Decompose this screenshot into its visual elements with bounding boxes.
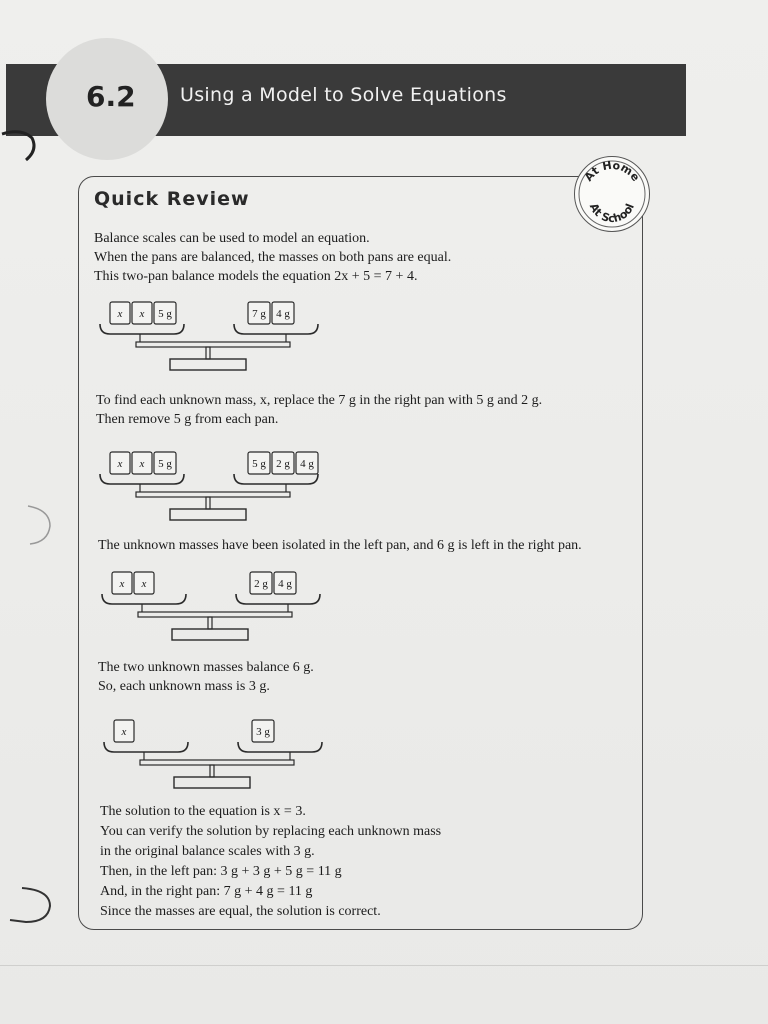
conclusion-line: You can verify the solution by replacing each unknown mass (100, 824, 442, 839)
conclusion-line: And, in the right pan: 7 g + 4 g = 11 g (100, 884, 313, 899)
left-pan (104, 742, 188, 752)
step1-line: Then remove 5 g from each pan. (96, 412, 279, 427)
quick-review-heading: Quick Review (94, 188, 250, 210)
svg-text:x: x (141, 578, 147, 590)
scale-stand (206, 497, 210, 509)
badge-logo-icon (575, 157, 649, 231)
svg-text:2 g: 2 g (254, 578, 268, 590)
right-mass-block (296, 452, 318, 474)
left-mass-block (112, 572, 132, 594)
scale-base (172, 629, 248, 640)
left-mass-block (132, 302, 152, 324)
svg-text:x: x (117, 308, 123, 320)
svg-text:x: x (121, 726, 127, 738)
binder-hole-mark (0, 120, 50, 170)
svg-text:x: x (139, 458, 145, 470)
left-mass-block (154, 302, 176, 324)
page-bottom-rule (0, 965, 768, 966)
svg-text:4 g: 4 g (276, 308, 290, 320)
section-title: Using a Model to Solve Equations (180, 84, 507, 106)
intro-line: When the pans are balanced, the masses on both pans are equal. (94, 250, 452, 265)
balance-scale-1 (96, 296, 326, 374)
step3-line: The two unknown masses balance 6 g. (98, 660, 314, 675)
scale-stand (206, 347, 210, 359)
binder-hole-mark (6, 880, 56, 930)
svg-text:x: x (139, 308, 145, 320)
conclusion-line: Since the masses are equal, the solution is correct. (100, 904, 381, 919)
binder-hole-mark (20, 500, 60, 550)
svg-text:4 g: 4 g (300, 458, 314, 470)
scale-base (174, 777, 250, 788)
right-mass-block (272, 302, 294, 324)
left-pan (100, 474, 184, 484)
svg-text:3 g: 3 g (256, 726, 270, 738)
scale-stand (208, 617, 212, 629)
scale-base (170, 509, 246, 520)
svg-text:At Home: At Home (581, 158, 643, 184)
right-mass-block (248, 302, 270, 324)
scale-stand (210, 765, 214, 777)
right-pan (238, 742, 322, 752)
conclusion-line: in the original balance scales with 3 g. (100, 844, 315, 859)
svg-text:x: x (119, 578, 125, 590)
left-mass-block (110, 452, 130, 474)
left-mass-block (134, 572, 154, 594)
conclusion-line: Then, in the left pan: 3 g + 3 g + 5 g = 11 g (100, 864, 342, 879)
left-pan (100, 324, 184, 334)
right-mass-block (250, 572, 272, 594)
svg-text:5 g: 5 g (158, 458, 172, 470)
svg-text:5 g: 5 g (252, 458, 266, 470)
scale-beam (136, 492, 290, 497)
svg-text:2 g: 2 g (276, 458, 290, 470)
step2-line: The unknown masses have been isolated in the left pan, and 6 g is left in the right pan. (98, 538, 582, 553)
svg-text:4 g: 4 g (278, 578, 292, 590)
intro-line: Balance scales can be used to model an equation. (94, 231, 370, 246)
scale-beam (136, 342, 290, 347)
right-pan (236, 594, 320, 604)
step3-line: So, each unknown mass is 3 g. (98, 679, 270, 694)
section-number: 6.2 (86, 80, 136, 113)
right-mass-block (272, 452, 294, 474)
svg-text:5 g: 5 g (158, 308, 172, 320)
at-home-at-school-badge (574, 156, 650, 232)
right-mass-block (252, 720, 274, 742)
right-pan (234, 324, 318, 334)
right-pan (234, 474, 318, 484)
balance-scale-3 (98, 566, 328, 644)
left-mass-block (110, 302, 130, 324)
scale-base (170, 359, 246, 370)
balance-scale-4 (100, 712, 330, 792)
step1-line: To find each unknown mass, x, replace the 7 g in the right pan with 5 g and 2 g. (96, 393, 543, 408)
left-mass-block (132, 452, 152, 474)
left-mass-block (114, 720, 134, 742)
left-mass-block (154, 452, 176, 474)
scale-beam (138, 612, 292, 617)
intro-line: This two-pan balance models the equation 2x + 5 = 7 + 4. (94, 269, 418, 284)
conclusion-line: The solution to the equation is x = 3. (100, 804, 306, 819)
balance-scale-2 (96, 438, 326, 524)
left-pan (102, 594, 186, 604)
svg-text:x: x (117, 458, 123, 470)
svg-text:At School: At School (586, 201, 637, 226)
right-mass-block (274, 572, 296, 594)
svg-text:7 g: 7 g (252, 308, 266, 320)
scale-beam (140, 760, 294, 765)
right-mass-block (248, 452, 270, 474)
